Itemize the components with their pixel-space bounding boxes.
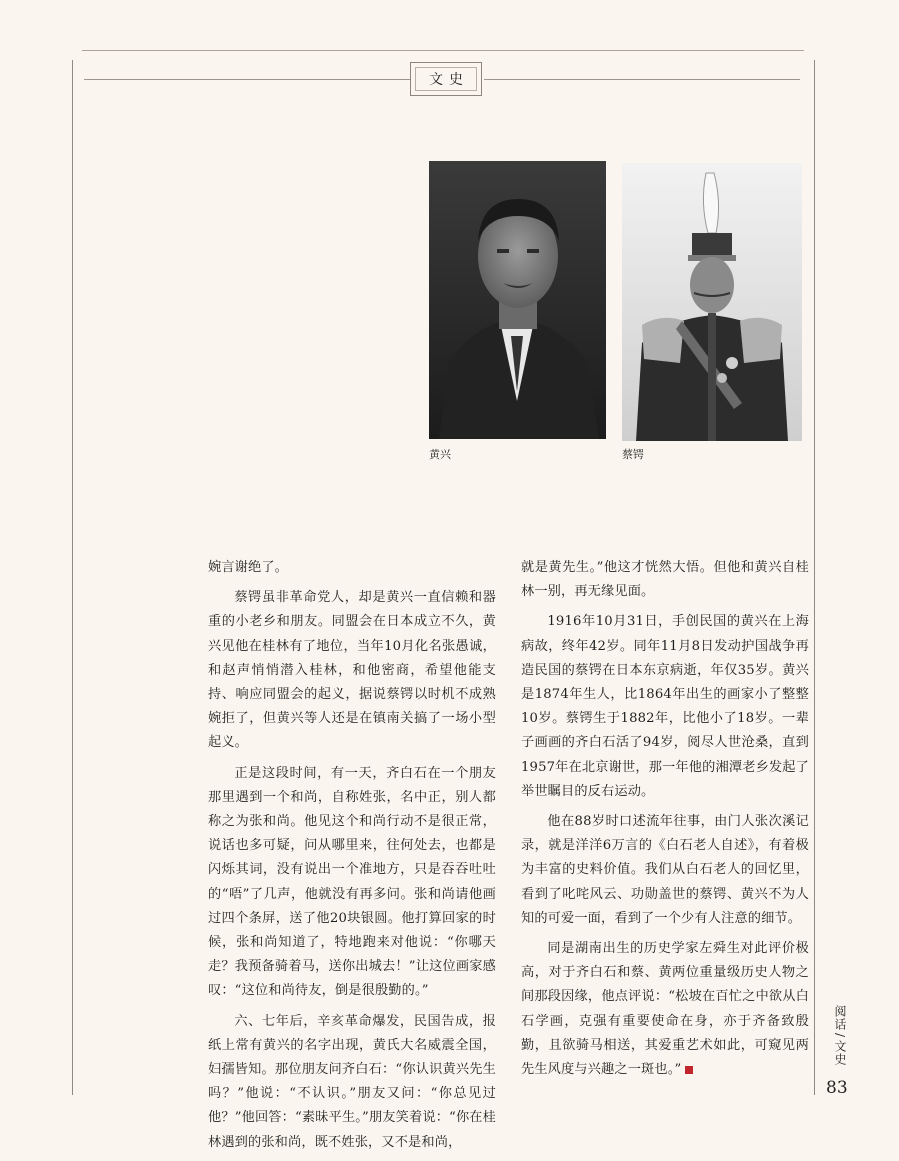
frame-line-right: [814, 60, 815, 1095]
photo-cai-e: [622, 163, 802, 441]
paragraph: 蔡锷虽非革命党人，却是黄兴一直信赖和器重的小老乡和朋友。同盟会在日本成立不久，黄兴见他在桂林有了地位，当年10月化名张愚诚，和赵声悄悄潜入桂林，和他密商，希望他能支持、响应同盟会的起义，据说蔡锷以时机不成熟婉拒了，但黄兴等人还是在镇南关搞了一场小型起义。: [208, 590, 496, 751]
paragraph-final: [521, 937, 809, 1082]
portrait-huang-xing-image: [429, 161, 606, 439]
end-of-article-mark: [685, 1066, 693, 1074]
magazine-label-right: 文史: [833, 1040, 847, 1067]
article-column-right: [521, 556, 809, 1088]
header-line-right: [484, 79, 800, 80]
paragraph: 婉言谢绝了。: [208, 560, 289, 575]
top-rule: [82, 50, 804, 51]
paragraph: 正是这段时间，有一天，齐白石在一个朋友那里遇到一个和尚，自称姓张，名中正，别人都称之为张和尚。他见这个和尚行动不是很正常，说话也多可疑，问从哪里来，往何处去，也都是闪烁其词，没有说出一个准地方，只是吞吞吐吐的“唔”了几声，他就没有再多问。张和尚请他画过四个条屏，送了他20块银圆。他打算回家的时候，张和尚知道了，特地跑来对他说：“你哪天走？我预备骑着马，送你出城去！”让这位画家感叹：“这位和尚待友，倒是很殷勤的。”: [208, 765, 496, 999]
frame-line-left: [72, 60, 73, 1095]
section-title: 文史: [415, 67, 477, 91]
paragraph: 就是黄先生。”他这才恍然大悟。但他和黄兴自桂林一别，再无缘见面。: [521, 560, 809, 600]
header-line-left: [84, 79, 410, 80]
article-column-left: [208, 556, 496, 1161]
paragraph: 六、七年后，辛亥革命爆发，民国告成，报纸上常有黄兴的名字出现，黄氏大名威震全国，妇孺皆知。那位朋友问齐白石：“你认识黄兴先生吗？”他说：“不认识。”朋友又问：“你总见过他？”他回答：“素昧平生。”朋友笑着说：“你在桂林遇到的张和尚，既不姓张，又不是和尚，: [208, 1013, 496, 1150]
magazine-label: [832, 1005, 849, 1066]
photo-caption-cai-e: 蔡锷: [622, 448, 644, 461]
photo-caption-huang-xing: 黄兴: [429, 448, 451, 461]
magazine-label-left: 阅话: [833, 1005, 847, 1031]
portrait-cai-e-image: [622, 163, 802, 441]
paragraph-final-text: 同是湖南出生的历史学家左舜生对此评价极高，对于齐白石和蔡、黄两位重量级历史人物之间那段因缘，他点评说：“松坡在百忙之中欲从白石学画，克强有重要使命在身，亦于齐备致殷勤，且欲骑马相送，其爱重艺术如此，可窥见两先生风度与兴趣之一斑也。”: [521, 941, 809, 1078]
paragraph: 1916年10月31日，手创民国的黄兴在上海病故，终年42岁。同年11月8日发动护国战争再造民国的蔡锷在日本东京病逝，年仅35岁。黄兴是1874年生人，比1864年出生的画家小了整整10岁。蔡锷生于1882年，比他小了18岁。一辈子画画的齐白石活了94岁，阅尽人世沧桑，直到1957年在北京谢世，那一年他的湘潭老乡发起了举世瞩目的反右运动。: [521, 614, 809, 799]
photo-huang-xing: [429, 161, 606, 439]
paragraph: 他在88岁时口述流年往事，由门人张次溪记录，就是洋洋6万言的《白石老人自述》，有着极为丰富的史料价值。我们从白石老人的回忆里，看到了叱咤风云、功勋盖世的蔡锷、黄兴不为人知的可爱一面，看到了一个少有人注意的细节。: [521, 814, 809, 926]
page-number: 83: [826, 1078, 848, 1098]
slash-divider: /: [833, 1033, 847, 1039]
section-badge: [410, 62, 482, 96]
